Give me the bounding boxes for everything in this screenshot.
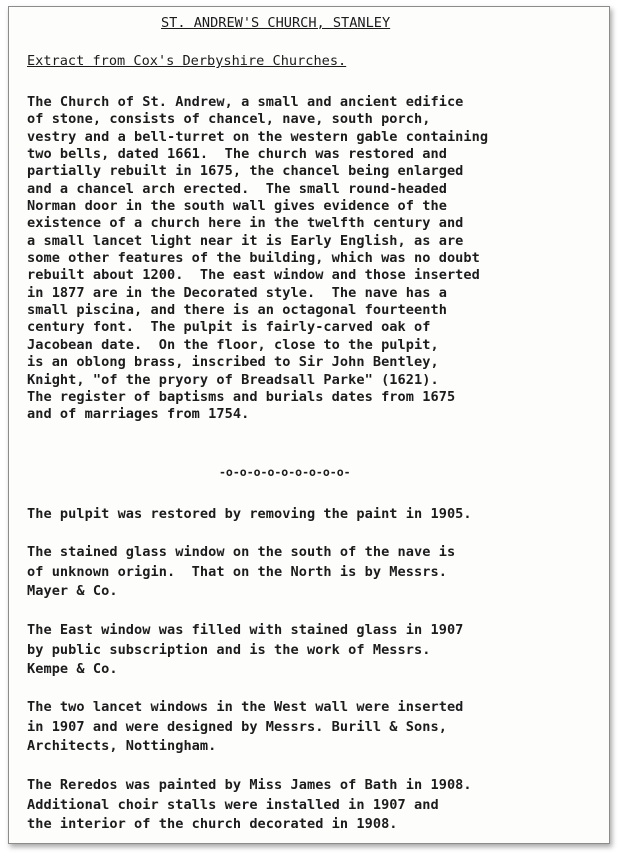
paragraph-line: by public subscription and is the work of Messrs. [27, 641, 431, 658]
extract-line: The Church of St. Andrew, a small and ancient edifice [27, 94, 464, 110]
extract-line: Jacobean date. On the floor, close to the pulpit, [27, 336, 439, 353]
extract-line: rebuilt about 1200. The east window and those inserted [27, 267, 480, 284]
extract-line: small piscina, and there is an octagonal fourteenth [27, 302, 447, 319]
paragraph-line: of unknown origin. That on the North is by Messrs. [27, 563, 447, 580]
extract-line: of stone, consists of chancel, nave, south porch, [27, 111, 431, 128]
extract-line: a small lancet light near it is Early English, as are [27, 232, 464, 249]
note-paragraph-pulpit [27, 505, 472, 525]
paragraph-line: The Reredos was painted by Miss James of Bath in 1908. [27, 777, 472, 793]
page-title: ST. ANDREW'S CHURCH, STANLEY [161, 15, 391, 31]
extract-line: vestry and a bell-turret on the western gable containing [27, 128, 489, 145]
extract-line: The register of baptisms and burials dates from 1675 [27, 388, 456, 405]
note-paragraph-east-window [27, 621, 463, 680]
paragraph-line: in 1907 and were designed by Messrs. Burill & Sons, [27, 718, 447, 735]
paragraph-line: The stained glass window on the south of the nave is [27, 544, 456, 560]
extract-line: existence of a church here in the twelfth century and [27, 215, 464, 232]
extract-line: century font. The pulpit is fairly-carved oak of [27, 319, 431, 336]
note-paragraph-reredos [27, 776, 472, 835]
page-subtitle: Extract from Cox's Derbyshire Churches. [27, 53, 347, 69]
document-page [8, 6, 610, 844]
extract-line: and a chancel arch erected. The small round-headed [27, 180, 447, 197]
paragraph-line: Kempe & Co. [27, 661, 118, 677]
paragraph-line: The East window was filled with stained glass in 1907 [27, 622, 464, 638]
paragraph-line: Architects, Nottingham. [27, 738, 217, 754]
extract-line: and of marriages from 1754. [27, 406, 250, 423]
extract-line: in 1877 are in the Decorated style. The nave has a [27, 284, 447, 301]
paragraph-line: Additional choir stalls were installed in 1907 and [27, 796, 439, 813]
extract-line: Knight, "of the pryory of Breadsall Parke" (1621). [27, 371, 439, 388]
extract-line: some other features of the building, which was no doubt [27, 250, 480, 267]
extract-line: partially rebuilt in 1675, the chancel being enlarged [27, 163, 464, 180]
note-paragraph-south-window [27, 543, 455, 602]
paragraph-line: Mayer & Co. [27, 583, 118, 599]
extract-line: two bells, dated 1661. The church was restored and [27, 146, 447, 163]
extract-line: Norman door in the south wall gives evidence of the [27, 198, 447, 215]
note-paragraph-lancet-windows [27, 698, 463, 757]
paragraph-line: The pulpit was restored by removing the paint in 1905. [27, 506, 472, 522]
paragraph-line: the interior of the church decorated in 1908. [27, 816, 398, 832]
extract-paragraph [27, 94, 488, 424]
paragraph-line: The two lancet windows in the West wall were inserted [27, 699, 464, 715]
section-separator: -o-o-o-o-o-o-o-o-o- [219, 465, 351, 479]
extract-line: is an oblong brass, inscribed to Sir John Bentley, [27, 354, 439, 371]
